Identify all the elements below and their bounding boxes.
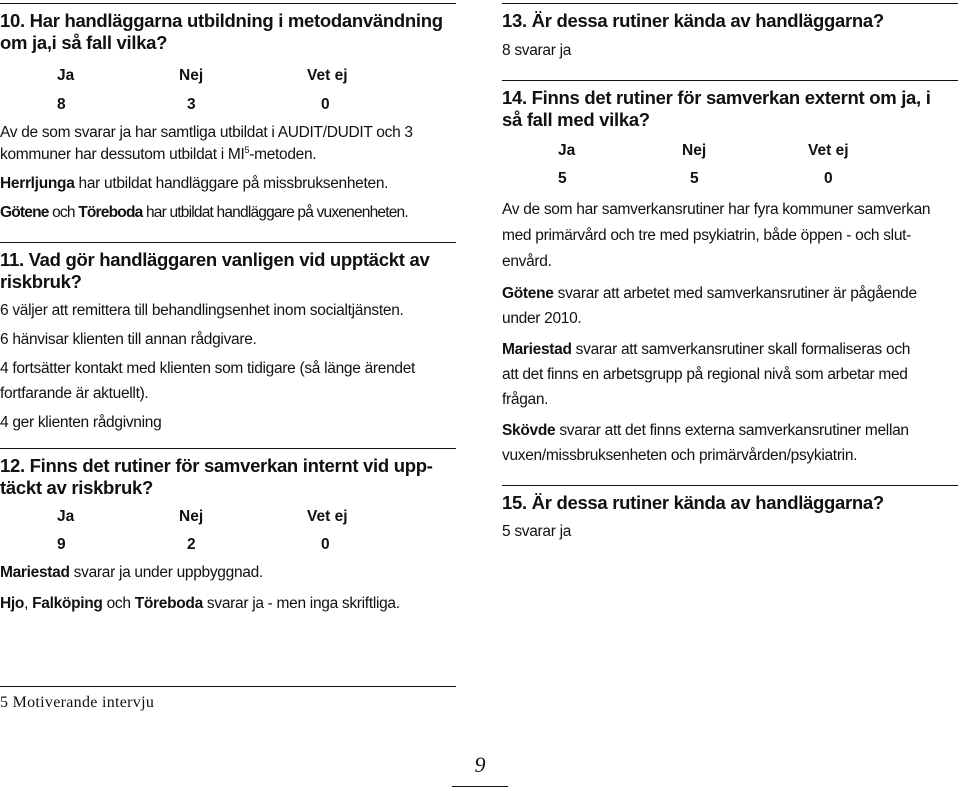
right-column	[502, 0, 958, 544]
question-15-answer: 5 svarar ja	[502, 523, 572, 540]
section-rule	[502, 485, 958, 486]
footnote-rule	[0, 686, 456, 687]
answer-labels: Ja Nej Vet ej	[57, 508, 348, 525]
question-11	[0, 249, 456, 435]
answer-counts: 8 3 0	[57, 96, 330, 113]
section-rule	[502, 80, 958, 81]
page-number: 9	[474, 752, 486, 777]
skovde-text: Skövde svarar att det finns externa samverkansrutiner mellan vuxen/missbruksenheten och primärvården/psykiatrin.	[502, 422, 909, 464]
section-rule	[502, 3, 958, 4]
gotene-text: Götene svarar att arbetet med samverkansrutiner är pågående under 2010.	[502, 285, 917, 327]
question-13	[502, 10, 958, 63]
question-12-title: 12. Finns det rutiner för samverkan internt vid upp- täckt av riskbruk?	[0, 455, 433, 498]
question-14-title: 14. Finns det rutiner för samverkan externt om ja, i så fall med vilka?	[502, 87, 931, 130]
mariestad-text: Mariestad svarar att samverkansrutiner skall formaliseras och att det finns en arbetsgrupp på regional nivå som arbetar med frågan.	[502, 341, 911, 408]
gotene-text: Götene och Töreboda har utbildat handläggare på vuxenenheten.	[0, 204, 408, 221]
question-10-title: 10. Har handläggarna utbildning i metodanvändning om ja,i så fall vilka?	[0, 10, 443, 53]
section-rule	[0, 3, 456, 4]
answer-counts: 5 5 0	[558, 170, 833, 187]
answer-text: 4 fortsätter kontakt med klienten som tidigare (så länge ärendet fortfarande är aktuellt).	[0, 360, 416, 402]
question-13-title: 13. Är dessa rutiner kända av handläggarna?	[502, 10, 884, 31]
question-10-text: Av de som svarar ja har samtliga utbildat i AUDIT/DUDIT och 3 kommuner har dessutom utbildat i $MI^5$-metoden.	[0, 124, 413, 163]
answer-labels: Ja Nej Vet ej	[57, 67, 348, 84]
answer-text: 4 ger klienten rådgivning	[0, 414, 162, 431]
question-12	[0, 455, 456, 616]
answer-text: 6 väljer att remittera till behandlingsenhet inom socialtjänsten.	[0, 302, 404, 319]
question-14-text: Av de som har samverkansrutiner har fyra kommuner samverkan med primärvård och tre med psykiatrin, både öppen - och slut- envård.	[502, 201, 931, 270]
mariestad-text: Mariestad svarar ja under uppbyggnad.	[0, 564, 263, 581]
section-rule	[0, 242, 456, 243]
question-10	[0, 10, 456, 225]
hjo-text: Hjo, Falköping och Töreboda svarar ja - men inga skriftliga.	[0, 595, 400, 612]
herrljunga-text: Herrljunga har utbildat handläggare på missbruksenheten.	[0, 175, 389, 192]
answer-labels: Ja Nej Vet ej	[558, 142, 849, 159]
section-rule	[0, 448, 456, 449]
left-column	[0, 0, 456, 616]
question-13-answer: 8 svarar ja	[502, 42, 572, 59]
answer-counts: 9 2 0	[57, 536, 330, 553]
page-number-rule	[452, 786, 508, 787]
question-15	[502, 492, 958, 544]
question-14	[502, 87, 958, 468]
question-11-title: 11. Vad gör handläggaren vanligen vid upptäckt av riskbruk?	[0, 249, 430, 292]
footnote: 5 Motiverande intervju	[0, 694, 155, 711]
answer-text: 6 hänvisar klienten till annan rådgivare.	[0, 331, 257, 348]
question-15-title: 15. Är dessa rutiner kända av handläggarna?	[502, 492, 884, 513]
